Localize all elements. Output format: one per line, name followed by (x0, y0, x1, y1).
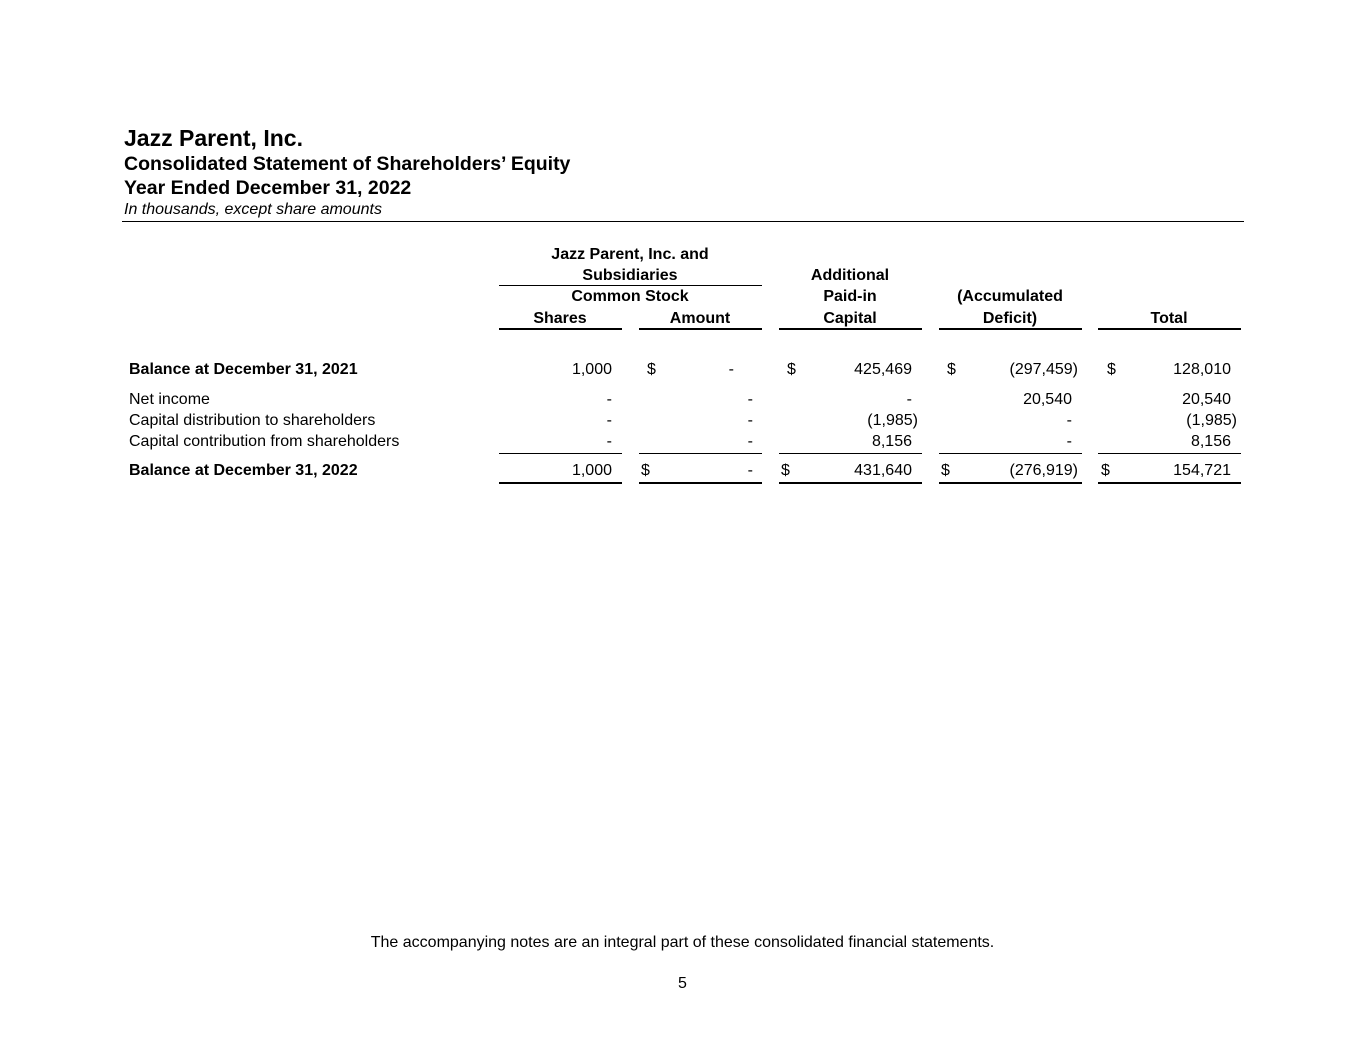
row-label: Capital contribution from shareholders (129, 433, 400, 450)
total-value: 154,721 (1173, 462, 1231, 479)
dollar-sign: $ (1101, 462, 1110, 479)
apic-value: (1,985) (867, 412, 918, 429)
subtotal-rule (499, 453, 622, 454)
subtotal-rule (779, 453, 922, 454)
dollar-sign: $ (641, 462, 650, 479)
total-underline (639, 482, 762, 484)
col-total-header: Total (1150, 310, 1188, 327)
units-note: In thousands, except share amounts (124, 201, 382, 218)
col-apic-line3: Capital (823, 310, 877, 327)
shares-value: - (606, 433, 612, 450)
row-label: Net income (129, 391, 210, 408)
amount-value: - (747, 462, 753, 479)
dollar-sign: $ (781, 462, 790, 479)
footer-note: The accompanying notes are an integral part of these consolidated financial statements. (370, 934, 995, 951)
subtotal-rule (639, 453, 762, 454)
statement-title: Consolidated Statement of Shareholders’ Equity (124, 153, 571, 175)
deficit-value: 20,540 (1023, 391, 1072, 408)
row-label: Balance at December 31, 2021 (129, 361, 358, 378)
dollar-sign: $ (1107, 361, 1116, 378)
apic-value: - (906, 391, 912, 408)
amount-value: - (747, 412, 753, 429)
total-underline (779, 482, 922, 484)
statement-period: Year Ended December 31, 2022 (124, 177, 412, 199)
subtotal-rule (1098, 453, 1241, 454)
total-value: (1,985) (1186, 412, 1237, 429)
row-label: Capital distribution to shareholders (129, 412, 376, 429)
dollar-sign: $ (941, 462, 950, 479)
subtotal-rule (939, 453, 1082, 454)
row-label: Balance at December 31, 2022 (129, 462, 358, 479)
apic-value: 431,640 (854, 462, 912, 479)
shares-value: 1,000 (571, 361, 612, 378)
shares-header-underline (499, 328, 622, 330)
shares-value: 1,000 (571, 462, 612, 479)
dollar-sign: $ (947, 361, 956, 378)
total-underline (499, 482, 622, 484)
total-value: 8,156 (1190, 433, 1231, 450)
col-apic-line1: Additional (810, 267, 890, 284)
col-amount-header: Amount (669, 310, 731, 327)
col-group-line1: Jazz Parent, Inc. and (551, 246, 709, 263)
col-deficit-line1: (Accumulated (957, 288, 1063, 305)
total-underline (1098, 482, 1241, 484)
header-rule (122, 221, 1244, 222)
amount-value: - (747, 433, 753, 450)
company-name: Jazz Parent, Inc. (124, 125, 303, 151)
deficit-value: - (1066, 433, 1072, 450)
col-group-line2: Subsidiaries (582, 267, 678, 284)
apic-header-underline (779, 328, 922, 330)
total-underline (939, 482, 1082, 484)
apic-value: 8,156 (871, 433, 912, 450)
total-header-underline (1098, 328, 1241, 330)
dollar-sign: $ (787, 361, 796, 378)
col-apic-line2: Paid-in (823, 288, 877, 305)
col-group-line3: Common Stock (571, 288, 689, 305)
page-number: 5 (678, 975, 687, 992)
deficit-value: (297,459) (1009, 361, 1078, 378)
dollar-sign: $ (647, 361, 656, 378)
deficit-value: (276,919) (1009, 462, 1078, 479)
deficit-header-underline (939, 328, 1082, 330)
amount-header-underline (639, 328, 762, 330)
amount-value: - (728, 361, 734, 378)
total-value: 128,010 (1173, 361, 1231, 378)
total-value: 20,540 (1182, 391, 1231, 408)
shares-value: - (606, 412, 612, 429)
col-shares-header: Shares (533, 310, 587, 327)
deficit-value: - (1066, 412, 1072, 429)
amount-value: - (747, 391, 753, 408)
apic-value: 425,469 (854, 361, 912, 378)
col-deficit-line2: Deficit) (982, 310, 1038, 327)
shares-value: - (606, 391, 612, 408)
